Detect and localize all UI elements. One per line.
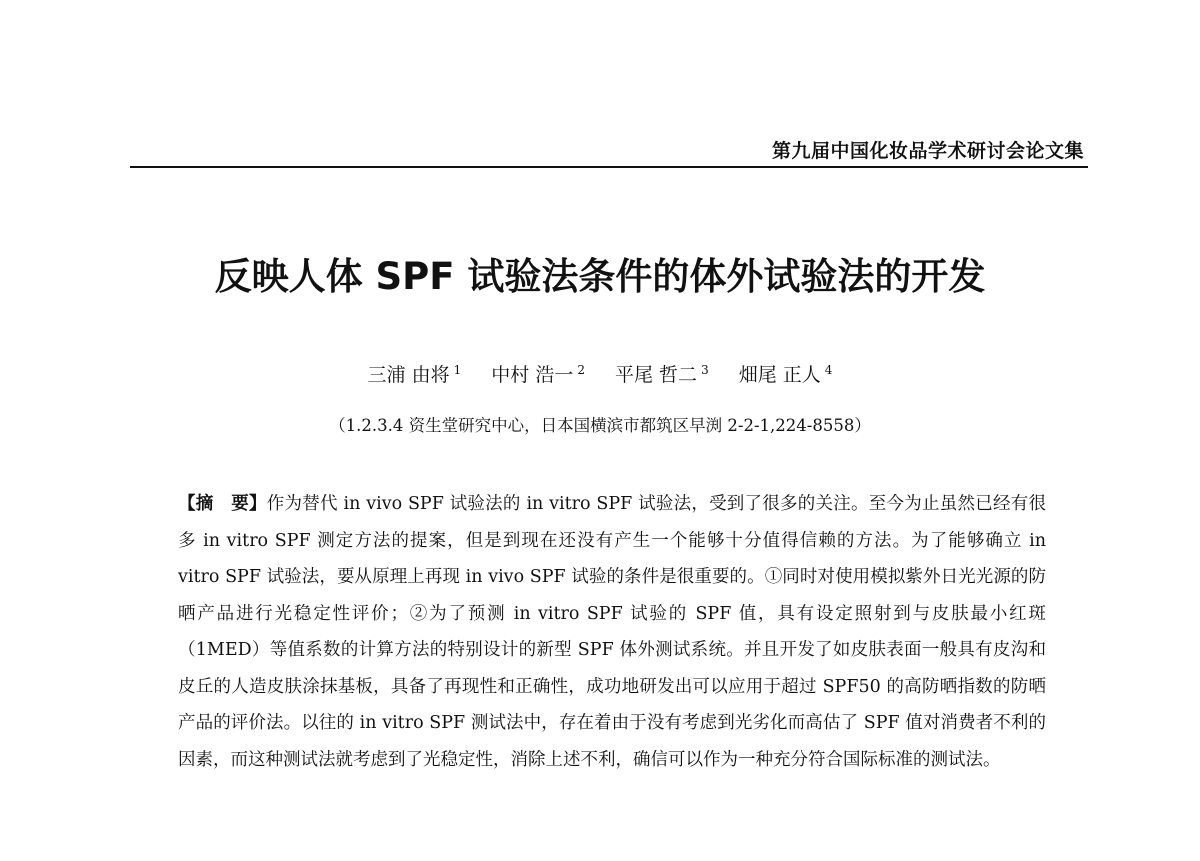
author-3 [615, 360, 709, 387]
author-4 [739, 360, 833, 387]
author-name: 平尾 哲二 [615, 364, 698, 386]
abstract-text: 作为替代 in vivo SPF 试验法的 in vitro SPF 试验法，受到了很多的关注。至今为止虽然已经有很多 in vitro SPF 测定方法的提案，但是到现在还没有产生一个能够十分值得信赖的方法。为了能够确立 in vitro SPF 试验法，要从原理上再现 in vivo SPF 试验的条件是很重要的。①同时对使用模拟紫外日光光源的防晒产品进行光稳定性评价；②为了预测 in vitro SPF 试验的 SPF 值，具有设定照射到与皮肤最小红斑（1MED）等值系数的计算方法的特别设计的新型 SPF 体外测试系统。并且开发了如皮肤表面一般具有皮沟和皮丘的人造皮肤涂抹基板，具备了再现性和正确性，成功地研发出可以应用于超过 SPF50 的高防晒指数的防晒产品的评价法。以往的 in vitro SPF 测试法中，存在着由于没有考虑到光劣化而高估了 SPF 值对消费者不利的因素，而这种测试法就考虑到了光稳定性，消除上述不利，确信可以作为一种充分符合国际标准的测试法。 [178, 494, 1047, 770]
author-1 [368, 360, 462, 387]
author-name: 畑尾 正人 [738, 364, 821, 386]
running-header: 第九届中国化妆品学术研讨会论文集 [771, 140, 1084, 162]
affiliation: （1.2.3.4 资生堂研究中心，日本国横滨市都筑区早渕 2-2-1,224-8558） [329, 416, 871, 435]
author-affiliation-mark: 4 [824, 362, 833, 377]
author-affiliation-mark: 1 [453, 362, 462, 377]
author-name: 三浦 由将 [367, 364, 450, 386]
abstract-label: 【摘 要】 [178, 494, 267, 514]
paper-title: 反映人体 SPF 试验法条件的体外试验法的开发 [214, 255, 986, 298]
author-name: 中村 浩一 [491, 364, 574, 386]
abstract [178, 486, 1046, 778]
author-affiliation-mark: 2 [577, 362, 585, 377]
author-affiliation-mark: 3 [701, 362, 709, 377]
author-list [0, 360, 1200, 387]
header-rule [130, 166, 1088, 168]
author-2 [491, 360, 585, 387]
